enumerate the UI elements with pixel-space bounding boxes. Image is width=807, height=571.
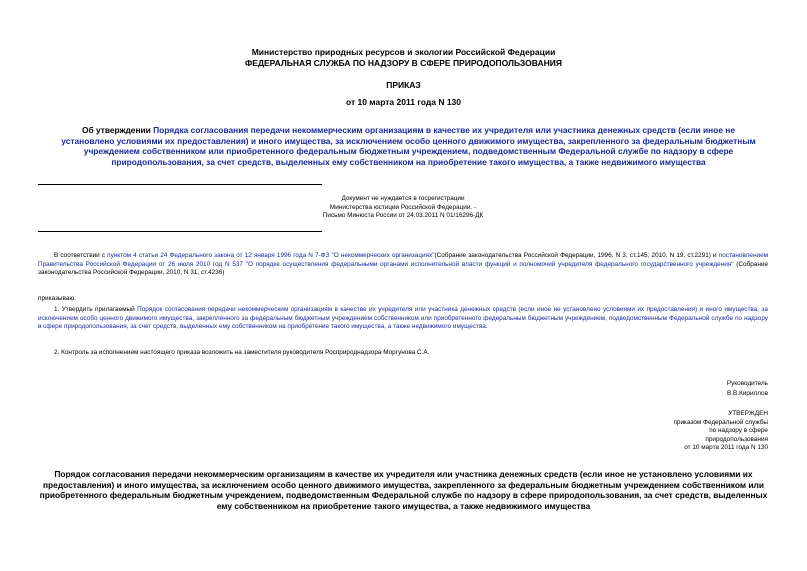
preamble-text-1: В соответствии с <box>54 252 108 259</box>
signature-name: В.В.Кириллов <box>727 390 768 397</box>
preamble-text-3: (Собрание законодательства Российской Федерации, 2010, N 31, ст.4236) <box>38 260 769 277</box>
subject-prefix: Об утверждении <box>81 125 154 135</box>
doc-date-number: от 10 марта 2011 года N 130 <box>345 97 462 107</box>
approval-line-2: по надзору в сфере <box>709 427 768 435</box>
registration-note <box>286 195 520 221</box>
federal-law-link[interactable]: пунктом 4 статьи 24 Федерального закона от 12 января 1996 года N 7-ФЗ "О некоммерческих организациях" <box>107 252 435 259</box>
procedure-link[interactable]: Порядок согласования передачи некоммерческим организациям в качестве их учредителя или участника денежных средств (если иное не установлено условиями их предоставления) и иного имущества, за исключением особо ценного движимого имущества, закрепленного за федеральным бюджетным учреждением собственником или приобретенного федеральным бюджетным учреждением, подведомственным Федеральной службе по надзору в сфере природопользования, за счет средств, выделенных ему собственником на приобретение такого имущества, а также недвижимого имущества <box>38 306 768 331</box>
approval-title: УТВЕРЖДЕН <box>728 410 768 417</box>
preamble-text-2: (Собрание законодательства Российской Федерации, 1996, N 3, ст.145; 2010, N 19, ст.2291) и <box>434 252 719 259</box>
registration-line-3: Письмо Минюста России от 24.03.2011 N 01/16296-ДК <box>322 212 484 220</box>
subject-procedure-link[interactable]: Порядка согласования передачи некоммерческим организациям в качестве их учредителя или участника денежных средств (если иное не установлено условиями их предоставления) и иного имущества, за исключением особо ценного движимого имущества, закрепленного за федеральным бюджетным учреждением собственником или приобретенного федеральным бюджетным учреждением, подведомственным Федеральной службе по надзору в сфере природопользования, за счет средств, выделенных ему собственником на приобретение такого имущества, а также недвижимого имущества <box>61 125 756 167</box>
approval-line-3: природопользования <box>705 435 768 443</box>
approval-line-1: приказом Федеральной службы <box>673 418 768 426</box>
registration-line-1: Документ не нуждается в госрегистрации <box>341 195 465 202</box>
signature-position: Руководитель <box>726 380 768 387</box>
service-title: ФЕДЕРАЛЬНАЯ СЛУЖБА ПО НАДЗОРУ В СФЕРЕ ПРИРОДОПОЛЬЗОВАНИЯ <box>245 58 562 68</box>
order-item-2: 2. Контроль за исполнением настоящего приказа возложить на заместителя руководителя Росприроднадзора Моргунова С.А. <box>54 349 430 356</box>
approval-line-4: от 10 марта 2011 года N 130 <box>684 444 768 452</box>
item1-end: . <box>485 323 488 331</box>
item1-text: 1. Утвердить прилагаемый <box>54 306 138 313</box>
doc-type: ПРИКАЗ <box>386 80 421 90</box>
order-word: приказываю: <box>38 295 76 302</box>
approval-block <box>560 410 768 453</box>
preamble-paragraph <box>38 252 768 278</box>
ministry-title: Министерство природных ресурсов и экологии Российской Федерации <box>251 47 556 57</box>
order-subject <box>56 125 761 167</box>
order-item-1 <box>38 306 768 332</box>
registration-line-2: Министерства юстиции Российской Федерации. - <box>329 203 477 211</box>
divider-bottom <box>38 231 322 232</box>
procedure-title: Порядок согласования передачи некоммерческим организациям в качестве их учредителя или участника денежных средств (если иное не установлено условиями их предоставления) и иного имущества, за исключением особо ценного движимого имущества, закрепленного за федеральным бюджетным учреждением собственником или приобретенного федеральным бюджетным учреждением, подведомственным Федеральной службе по надзору в сфере природопользования, за счет средств, выделенных ему собственником на приобретение такого имущества, а также недвижимого имущества <box>39 469 768 511</box>
divider-top <box>38 184 322 185</box>
government-decree-link[interactable]: постановлением Правительства Российской Федерации от 26 июля 2010 год N 537 "О порядке осуществления федеральными органами исполнительной власти функций и полномочий учредителя федерального государственного учреждения" <box>38 252 769 268</box>
